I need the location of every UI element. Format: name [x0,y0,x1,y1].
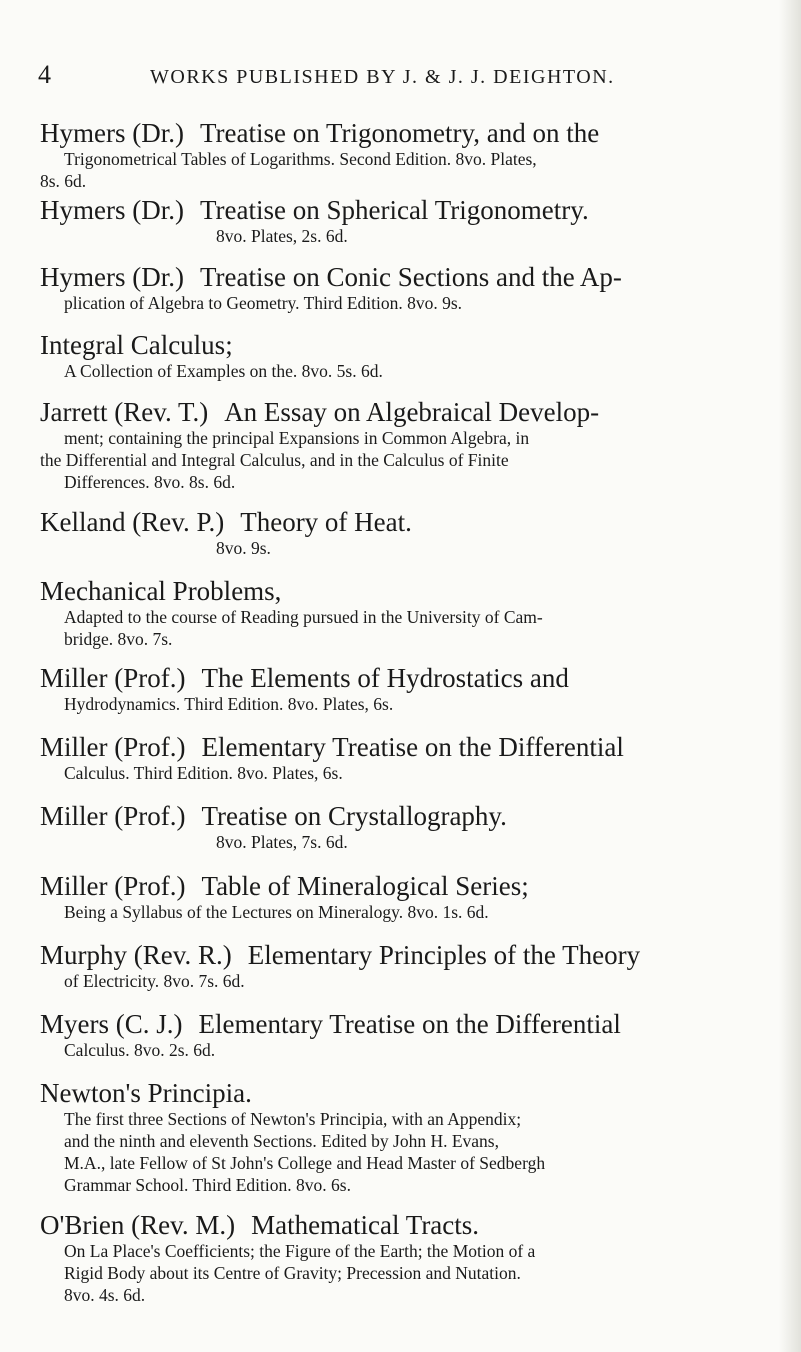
entry-description: 8vo. Plates, 2s. 6d. [216,226,348,246]
entry-author: Miller (Prof.) [40,663,186,693]
catalog-entry [40,871,760,923]
entry-author: Jarrett (Rev. T.) [40,397,209,427]
catalog-entry [40,732,760,784]
entry-author: Mechanical Problems, [40,576,282,606]
entry-headline [40,663,760,693]
entry-headline [40,330,760,360]
entry-author: Hymers (Dr.) [40,262,184,292]
entry-description: Rigid Body about its Centre of Gravity; Precession and Nutation. [64,1263,521,1283]
entry-author: Integral Calculus; [40,330,233,360]
entry-description: and the ninth and eleventh Sections. Edited by John H. Evans, [64,1131,499,1151]
entry-headline [40,576,760,606]
entry-headline [40,1009,760,1039]
entry-author: Newton's Principia. [40,1078,252,1108]
entry-headline [40,1078,760,1108]
entry-description: 8vo. Plates, 7s. 6d. [216,832,348,852]
page-header [38,60,778,100]
entry-title: Mathematical Tracts. [251,1210,480,1240]
catalog-entry [40,940,760,992]
page-number: 4 [38,60,51,89]
catalog-entry [40,1210,760,1306]
entry-description: bridge. 8vo. 7s. [64,629,173,649]
entry-author: O'Brien (Rev. M.) [40,1210,236,1240]
entry-title: Elementary Principles of the Theory [247,940,641,970]
entry-description: Hydrodynamics. Third Edition. 8vo. Plates, 6s. [64,694,394,714]
entry-author: Murphy (Rev. R.) [40,940,232,970]
catalog-entry [40,330,760,382]
entry-author: Miller (Prof.) [40,801,186,831]
entry-description: plication of Algebra to Geometry. Third Edition. 8vo. 9s. [64,293,463,313]
entry-headline [40,871,760,901]
entry-description: ment; containing the principal Expansions in Common Algebra, in [64,428,530,448]
entry-headline [40,195,760,225]
entry-headline [40,118,760,148]
entry-title: Treatise on Conic Sections and the Ap- [199,262,622,292]
entry-author: Myers (C. J.) [40,1009,183,1039]
catalog-entry [40,801,760,853]
entry-description: Grammar School. Third Edition. 8vo. 6s. [64,1175,351,1195]
entry-description: On La Place's Coefficients; the Figure of the Earth; the Motion of a [64,1241,536,1261]
entry-author: Hymers (Dr.) [40,118,184,148]
entry-description: of Electricity. 8vo. 7s. 6d. [64,971,245,991]
page-edge-shadow [779,0,801,1352]
entry-description: Trigonometrical Tables of Logarithms. Second Edition. 8vo. Plates, [64,149,537,169]
entry-title: Treatise on Crystallography. [201,801,507,831]
entry-title: Treatise on Trigonometry, and on the [199,118,600,148]
entry-author: Hymers (Dr.) [40,195,184,225]
entry-description: Calculus. Third Edition. 8vo. Plates, 6s. [64,763,343,783]
entry-description: A Collection of Examples on the. 8vo. 5s. 6d. [64,361,383,381]
entry-title: An Essay on Algebraical Develop- [224,397,600,427]
entry-headline [40,1210,760,1240]
entry-headline [40,732,760,762]
entry-title: The Elements of Hydrostatics and [201,663,569,693]
catalog-entry [40,663,760,715]
entry-description: M.A., late Fellow of St John's College and Head Master of Sedbergh [64,1153,546,1173]
entry-title: Treatise on Spherical Trigonometry. [199,195,589,225]
entry-author: Miller (Prof.) [40,871,186,901]
entry-description: The first three Sections of Newton's Principia, with an Appendix; [64,1109,522,1129]
entry-description: the Differential and Integral Calculus, and in the Calculus of Finite [40,450,509,470]
entry-description: Calculus. 8vo. 2s. 6d. [64,1040,216,1060]
entry-description: 8vo. 4s. 6d. [64,1285,146,1305]
entry-headline [40,940,760,970]
catalog-entry [40,195,760,247]
catalog-entry [40,576,760,650]
entry-headline [40,507,760,537]
catalog-entry [40,507,760,559]
catalog-entry [40,1078,760,1196]
running-head: WORKS PUBLISHED BY J. & J. J. DEIGHTON. [150,66,615,88]
entry-title: Elementary Treatise on the Differential [198,1009,621,1039]
entry-author: Miller (Prof.) [40,732,186,762]
entry-description: Differences. 8vo. 8s. 6d. [64,472,236,492]
catalog-entry [40,118,760,192]
entry-title: Elementary Treatise on the Differential [201,732,624,762]
catalog-entry [40,397,760,493]
entry-headline [40,262,760,292]
catalog-entry [40,262,760,314]
entry-description: Being a Syllabus of the Lectures on Mineralogy. 8vo. 1s. 6d. [64,902,489,922]
catalog-entry [40,1009,760,1061]
entry-headline [40,397,760,427]
entry-title: Theory of Heat. [240,507,412,537]
entry-description: 8vo. 9s. [216,538,271,558]
entry-description: Adapted to the course of Reading pursued in the University of Cam- [64,607,543,627]
entry-headline [40,801,760,831]
entry-description: 8s. 6d. [40,171,87,191]
entry-author: Kelland (Rev. P.) [40,507,225,537]
entry-title: Table of Mineralogical Series; [201,871,529,901]
